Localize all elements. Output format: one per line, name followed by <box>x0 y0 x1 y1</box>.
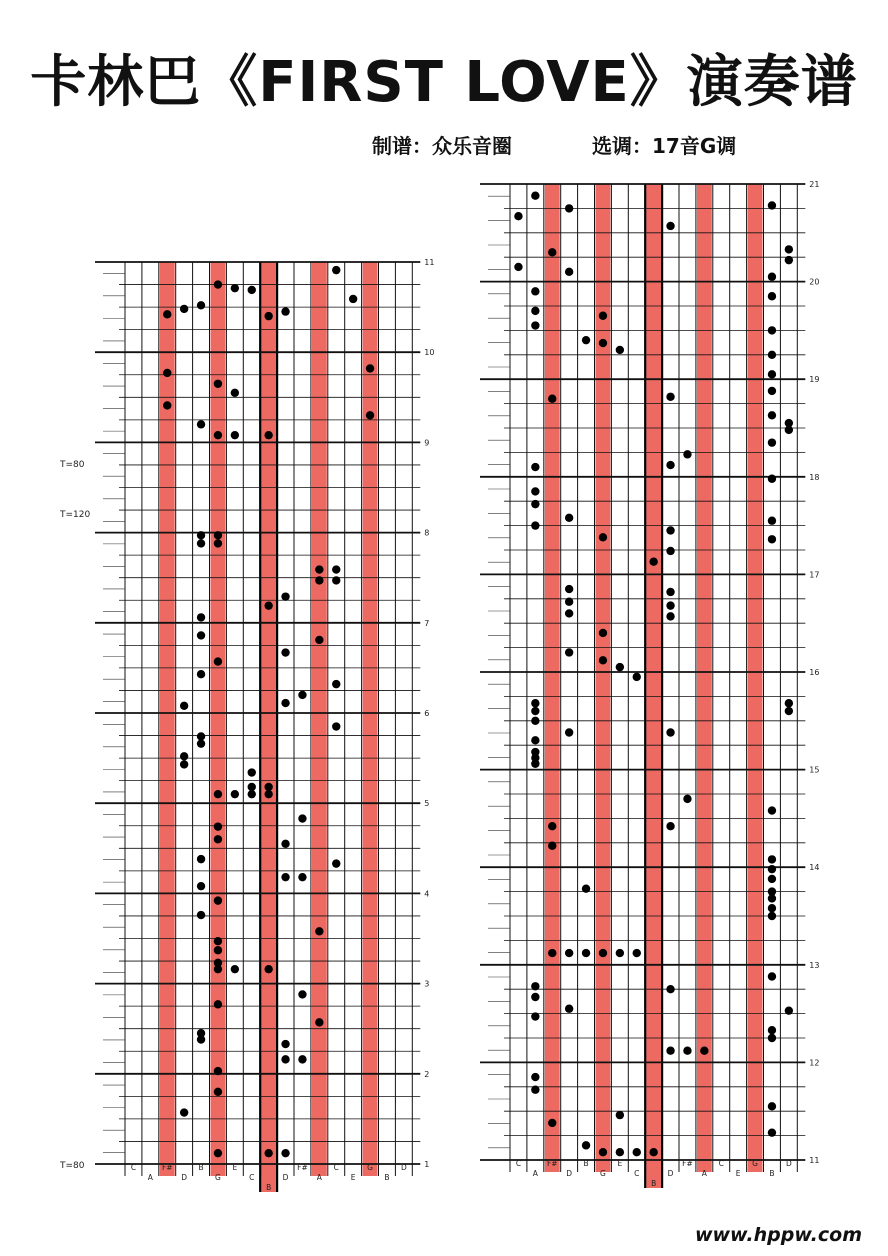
measure-number: 4 <box>424 889 430 899</box>
note-dot <box>785 707 793 715</box>
note-dot <box>163 310 171 318</box>
key-label: E <box>232 1163 238 1172</box>
note-dot <box>666 612 674 620</box>
note-dot <box>531 487 539 495</box>
note-dot <box>315 1018 323 1026</box>
note-dot <box>582 949 590 957</box>
note-dot <box>180 752 188 760</box>
note-dot <box>231 965 239 973</box>
key-label: A <box>701 1169 707 1178</box>
note-dot <box>197 531 205 539</box>
note-dot <box>281 699 289 707</box>
note-dot <box>633 1148 641 1156</box>
note-dot <box>565 648 573 656</box>
note-dot <box>565 609 573 617</box>
note-dot <box>582 1141 590 1149</box>
note-dot <box>281 648 289 656</box>
note-dot <box>531 307 539 315</box>
key-label: E <box>617 1159 623 1168</box>
key-label: F# <box>546 1159 558 1168</box>
note-dot <box>666 728 674 736</box>
note-dot <box>565 204 573 212</box>
note-dot <box>214 835 222 843</box>
note-dot <box>231 431 239 439</box>
note-dot <box>768 1102 776 1110</box>
note-dot <box>768 411 776 419</box>
note-dot <box>683 1046 691 1054</box>
note-dot <box>180 1108 188 1116</box>
key-label: B <box>583 1159 589 1168</box>
note-dot <box>298 814 306 822</box>
note-dot <box>214 280 222 288</box>
key-label: G <box>367 1163 373 1172</box>
note-dot <box>565 1005 573 1013</box>
tempo-mark: T=80 <box>60 460 85 470</box>
note-dot <box>298 1055 306 1063</box>
note-dot <box>248 790 256 798</box>
measure-number: 2 <box>424 1069 430 1079</box>
note-dot <box>248 783 256 791</box>
note-dot <box>599 312 607 320</box>
highlight-column <box>748 184 763 1172</box>
note-dot <box>599 533 607 541</box>
note-dot <box>531 1086 539 1094</box>
note-dot <box>531 717 539 725</box>
highlight-column <box>160 262 175 1176</box>
note-dot <box>768 806 776 814</box>
note-dot <box>366 364 374 372</box>
note-dot <box>231 790 239 798</box>
note-dot <box>785 426 793 434</box>
note-dot <box>768 351 776 359</box>
note-dot <box>214 1088 222 1096</box>
note-dot <box>531 287 539 295</box>
measure-number: 1 <box>424 1160 430 1169</box>
measure-number: 8 <box>424 528 430 538</box>
note-dot <box>666 822 674 830</box>
note-dot <box>633 949 641 957</box>
note-dot <box>197 739 205 747</box>
highlight-column <box>545 184 560 1172</box>
note-dot <box>683 795 691 803</box>
tempo-mark: T=120 <box>60 510 91 520</box>
note-dot <box>599 629 607 637</box>
note-dot <box>768 201 776 209</box>
note-dot <box>785 699 793 707</box>
note-dot <box>616 949 624 957</box>
page-title: 卡林巴《FIRST LOVE》演奏谱 <box>30 50 858 115</box>
note-dot <box>264 312 272 320</box>
note-dot <box>768 875 776 883</box>
key-label: E <box>735 1169 741 1178</box>
note-dot <box>768 855 776 863</box>
note-dot <box>666 588 674 596</box>
note-dot <box>214 531 222 539</box>
note-dot <box>768 972 776 980</box>
key-label: D <box>282 1173 289 1182</box>
website-watermark: www.hppw.com <box>694 1224 862 1246</box>
measure-number: 20 <box>809 277 820 287</box>
note-dot <box>349 295 357 303</box>
note-dot <box>281 1055 289 1063</box>
key-label: G <box>752 1159 758 1168</box>
note-dot <box>315 636 323 644</box>
note-dot <box>768 517 776 525</box>
note-dot <box>768 1034 776 1042</box>
measure-number: 10 <box>424 348 435 358</box>
note-dot <box>666 222 674 230</box>
key-label: C <box>130 1163 137 1172</box>
note-dot <box>666 547 674 555</box>
measure-number: 11 <box>424 258 435 267</box>
arranger-credit: 制谱：众乐音圈 <box>372 134 512 158</box>
note-dot <box>197 613 205 621</box>
note-dot <box>197 1035 205 1043</box>
key-label: G <box>600 1169 606 1178</box>
key-label: C <box>718 1159 724 1168</box>
note-dot <box>649 558 657 566</box>
measure-number: 15 <box>809 765 820 775</box>
note-dot <box>180 305 188 313</box>
measure-number: 3 <box>424 979 430 989</box>
measure-number: 17 <box>809 570 820 580</box>
note-dot <box>565 598 573 606</box>
note-dot <box>768 865 776 873</box>
note-dot <box>531 707 539 715</box>
note-dot <box>214 431 222 439</box>
note-dot <box>197 301 205 309</box>
measure-number: 7 <box>424 618 430 628</box>
note-dot <box>666 601 674 609</box>
note-dot <box>281 1040 289 1048</box>
key-label: D <box>400 1163 407 1172</box>
measure-number: 11 <box>809 1156 820 1165</box>
note-dot <box>633 673 641 681</box>
note-dot <box>666 526 674 534</box>
note-dot <box>180 702 188 710</box>
note-dot <box>214 380 222 388</box>
note-dot <box>281 307 289 315</box>
note-dot <box>264 431 272 439</box>
note-dot <box>548 822 556 830</box>
measure-number: 18 <box>809 472 820 482</box>
key-label: F# <box>682 1159 693 1168</box>
key-label: F# <box>161 1163 173 1172</box>
key-label: C <box>249 1173 255 1182</box>
highlight-column <box>697 184 712 1172</box>
note-dot <box>214 1149 222 1157</box>
key-info: 选调：17音G调 <box>592 134 737 158</box>
note-dot <box>599 949 607 957</box>
measure-number: 5 <box>424 799 430 809</box>
note-dot <box>231 389 239 397</box>
note-dot <box>197 732 205 740</box>
note-dot <box>248 286 256 294</box>
note-dot <box>666 461 674 469</box>
note-dot <box>785 1006 793 1014</box>
note-dot <box>214 1067 222 1075</box>
highlight-column <box>363 262 378 1176</box>
measure-number: 13 <box>809 960 820 970</box>
note-dot <box>281 1149 289 1157</box>
note-dot <box>531 736 539 744</box>
note-dot <box>531 463 539 471</box>
note-dot <box>599 339 607 347</box>
key-label: A <box>532 1169 538 1178</box>
note-dot <box>332 680 340 688</box>
note-dot <box>281 592 289 600</box>
note-dot <box>197 539 205 547</box>
key-label: D <box>566 1169 573 1178</box>
key-label: A <box>316 1173 322 1182</box>
note-dot <box>214 790 222 798</box>
key-label: D <box>667 1169 674 1178</box>
note-dot <box>768 370 776 378</box>
note-dot <box>332 576 340 584</box>
note-dot <box>531 760 539 768</box>
note-dot <box>214 539 222 547</box>
note-dot <box>768 1026 776 1034</box>
note-dot <box>768 1128 776 1136</box>
note-dot <box>214 896 222 904</box>
note-dot <box>514 212 522 220</box>
key-label: D <box>181 1173 188 1182</box>
note-dot <box>785 245 793 253</box>
note-dot <box>565 585 573 593</box>
note-dot <box>214 937 222 945</box>
measure-number: 9 <box>424 438 430 448</box>
note-dot <box>599 656 607 664</box>
key-label: B <box>384 1173 390 1182</box>
note-dot <box>366 411 374 419</box>
note-dot <box>163 369 171 377</box>
note-dot <box>214 657 222 665</box>
note-dot <box>197 882 205 890</box>
note-dot <box>768 387 776 395</box>
key-label: C <box>634 1169 640 1178</box>
note-dot <box>531 699 539 707</box>
note-dot <box>616 1111 624 1119</box>
key-label: G <box>215 1173 221 1182</box>
note-dot <box>548 248 556 256</box>
note-dot <box>315 576 323 584</box>
center-key-column <box>646 184 661 1188</box>
note-dot <box>531 1012 539 1020</box>
note-dot <box>666 1046 674 1054</box>
note-dot <box>231 284 239 292</box>
measure-number: 6 <box>424 709 430 718</box>
note-dot <box>548 395 556 403</box>
note-dot <box>768 292 776 300</box>
note-dot <box>616 1148 624 1156</box>
note-dot <box>785 256 793 264</box>
note-dot <box>565 949 573 957</box>
highlight-column <box>211 262 226 1176</box>
note-dot <box>264 790 272 798</box>
measure-number: 16 <box>809 668 820 677</box>
key-label: B <box>769 1169 775 1178</box>
note-dot <box>582 884 590 892</box>
tempo-mark: T=80 <box>60 1161 85 1171</box>
note-dot <box>264 783 272 791</box>
highlight-column <box>312 262 327 1176</box>
note-dot <box>531 192 539 200</box>
key-label: A <box>147 1173 153 1182</box>
note-dot <box>616 663 624 671</box>
note-dot <box>768 535 776 543</box>
note-dot <box>197 670 205 678</box>
note-dot <box>768 475 776 483</box>
note-dot <box>281 873 289 881</box>
note-dot <box>281 840 289 848</box>
note-dot <box>180 760 188 768</box>
note-dot <box>197 855 205 863</box>
measure-number: 12 <box>809 1058 820 1068</box>
note-dot <box>248 768 256 776</box>
highlight-column <box>596 184 611 1172</box>
note-dot <box>548 1119 556 1127</box>
note-dot <box>514 263 522 271</box>
note-dot <box>666 393 674 401</box>
note-dot <box>582 336 590 344</box>
note-dot <box>768 904 776 912</box>
note-dot <box>649 1148 657 1156</box>
note-dot <box>531 521 539 529</box>
note-dot <box>315 927 323 935</box>
measure-number: 14 <box>809 863 820 873</box>
note-dot <box>683 450 691 458</box>
note-dot <box>768 273 776 281</box>
note-dot <box>214 1000 222 1008</box>
note-dot <box>214 822 222 830</box>
note-dot <box>531 500 539 508</box>
note-dot <box>768 438 776 446</box>
note-dot <box>565 514 573 522</box>
note-dot <box>264 1149 272 1157</box>
note-dot <box>332 565 340 573</box>
key-label: F# <box>297 1163 308 1172</box>
note-dot <box>298 990 306 998</box>
note-dot <box>332 722 340 730</box>
key-label: B <box>651 1179 657 1188</box>
key-label: D <box>785 1159 792 1168</box>
note-dot <box>197 420 205 428</box>
key-label: C <box>333 1163 339 1172</box>
note-dot <box>531 321 539 329</box>
note-dot <box>214 946 222 954</box>
key-label: C <box>515 1159 522 1168</box>
note-dot <box>214 965 222 973</box>
note-dot <box>531 993 539 1001</box>
note-dot <box>332 266 340 274</box>
note-dot <box>700 1046 708 1054</box>
measure-number: 21 <box>809 180 820 189</box>
center-key-column <box>261 262 276 1192</box>
note-dot <box>768 326 776 334</box>
note-dot <box>264 601 272 609</box>
key-label: B <box>266 1183 272 1192</box>
note-dot <box>298 873 306 881</box>
note-dot <box>666 985 674 993</box>
note-dot <box>298 691 306 699</box>
note-dot <box>315 565 323 573</box>
key-label: B <box>198 1163 204 1172</box>
note-dot <box>599 1148 607 1156</box>
note-dot <box>616 346 624 354</box>
note-dot <box>768 894 776 902</box>
note-dot <box>332 859 340 867</box>
key-label: E <box>350 1173 356 1182</box>
note-dot <box>264 965 272 973</box>
note-dot <box>531 982 539 990</box>
note-dot <box>197 911 205 919</box>
measure-number: 19 <box>809 375 820 385</box>
note-dot <box>565 268 573 276</box>
note-dot <box>565 728 573 736</box>
note-dot <box>531 1073 539 1081</box>
note-dot <box>548 842 556 850</box>
note-dot <box>197 631 205 639</box>
note-dot <box>163 401 171 409</box>
note-dot <box>768 912 776 920</box>
note-dot <box>548 949 556 957</box>
